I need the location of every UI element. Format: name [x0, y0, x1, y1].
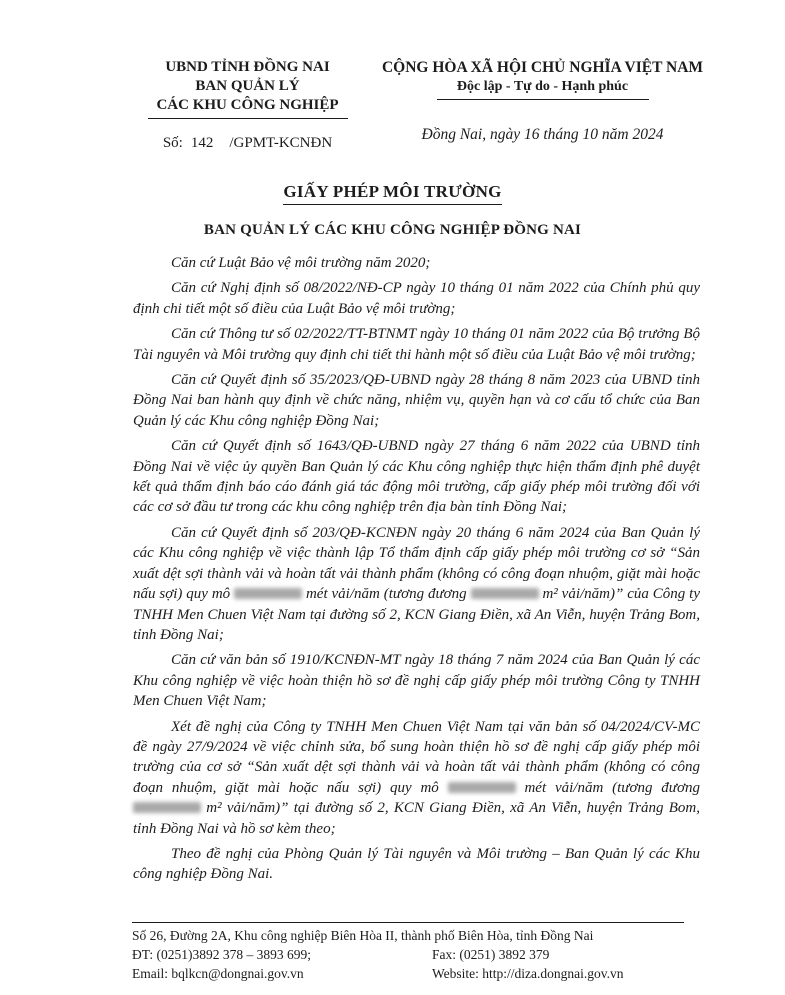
agency-underline	[148, 118, 348, 119]
body-paragraph: Xét đề nghị của Công ty TNHH Men Chuen Việt Nam tại văn bản số 04/2024/CV-MC đề ngày 27/9/2024 về việc chỉnh sửa, bổ sung hoàn thiện hồ sơ đề nghị cấp giấy phép môi trường của cơ sở “Sản xuất dệt sợi thành vải và hoàn tất vải thành phẩm (không có công đoạn nhuộm, giặt mài hoặc nấu sợi) quy mô mét vải/năm (tương đương m² vải/năm)” tại đường số 2, KCN Giang Điền, xã An Viễn, huyện Trảng Bom, tỉnh Đồng Nai và hồ sơ kèm theo;	[133, 718, 700, 837]
footer-divider	[132, 922, 684, 923]
body-paragraph: Căn cứ Quyết định số 1643/QĐ-UBND ngày 27 tháng 6 năm 2022 của UBND tỉnh Đồng Nai về việc ủy quyền Ban Quản lý các Khu công nghiệp thực hiện thẩm định phê duyệt kết quả thẩm định báo cáo đánh giá tác động môi trường, cấp giấy phép môi trường đối với các cơ sở đầu tư trong các khu công nghiệp trên địa bàn tỉnh Đồng Nai;	[133, 438, 700, 516]
body-paragraph: Căn cứ Thông tư số 02/2022/TT-BTNMT ngày 10 tháng 01 năm 2022 của Bộ trưởng Bộ Tài nguyên và Môi trường quy định chi tiết thi hành một số điều của Luật Bảo vệ môi trường;	[133, 326, 700, 363]
agency-name-line2: CÁC KHU CÔNG NGHIỆP	[156, 97, 339, 113]
place-and-date: Đồng Nai, ngày 16 tháng 10 năm 2024	[421, 126, 664, 143]
body-paragraph: Căn cứ Quyết định số 203/QĐ-KCNĐN ngày 20 tháng 6 năm 2024 của Ban Quản lý các Khu công nghiệp về việc thành lập Tổ thẩm định cấp giấy phép môi trường cơ sở “Sản xuất dệt sợi thành vải và hoàn tất vải thành phẩm (không có công đoạn nhuộm, giặt mài hoặc nấu sợi) quy mô mét vải/năm (tương đương m² vải/năm)” của Công ty TNHH Men Chuen Việt Nam tại đường số 2, KCN Giang Điền, xã An Viễn, huyện Trảng Bom, tỉnh Đồng Nai;	[133, 524, 701, 643]
document-number	[125, 135, 370, 152]
body-paragraph: Căn cứ Nghị định số 08/2022/NĐ-CP ngày 10 tháng 01 năm 2022 của Chính phủ quy định chi tiết một số điều của Luật Bảo vệ môi trường;	[133, 280, 700, 317]
national-header-block	[370, 58, 715, 144]
body-paragraph: Căn cứ Quyết định số 35/2023/QĐ-UBND ngày 28 tháng 8 năm 2023 của UBND tỉnh Đồng Nai ban hành quy định về chức năng, nhiệm vụ, quyền hạn và cơ cấu tổ chức của Ban Quản lý các Khu công nghiệp Đồng Nai;	[133, 372, 700, 429]
document-header	[0, 0, 785, 152]
body-paragraph: Căn cứ Luật Bảo vệ môi trường năm 2020;	[171, 255, 431, 271]
document-subtitle: BAN QUẢN LÝ CÁC KHU CÔNG NGHIỆP ĐỒNG NAI	[203, 222, 582, 238]
footer-phone: ĐT: (0251)3892 378 – 3893 699;	[132, 947, 311, 962]
document-body	[0, 239, 785, 885]
body-paragraph: Theo đề nghị của Phòng Quản lý Tài nguyên và Môi trường – Ban Quản lý các Khu công nghiệp Đồng Nai.	[133, 845, 700, 883]
document-number-suffix: /GPMT-KCNĐN	[229, 135, 333, 151]
footer-email: Email: bqlkcn@dongnai.gov.vn	[132, 966, 304, 981]
redacted-number	[133, 802, 201, 813]
redacted-number	[471, 588, 539, 599]
national-title: CỘNG HÒA XÃ HỘI CHỦ NGHĨA VIỆT NAM	[381, 59, 704, 76]
motto-underline	[437, 99, 649, 100]
redacted-number	[448, 782, 516, 793]
document-number-value: 142	[190, 135, 214, 151]
title-block	[0, 182, 785, 239]
body-paragraph: Căn cứ văn bản số 1910/KCNĐN-MT ngày 18 tháng 7 năm 2024 của Ban Quản lý các Khu công nghiệp về việc hoàn thiện hồ sơ đề nghị cấp giấy phép môi trường Công ty TNHH Men Chuen Việt Nam;	[133, 652, 700, 710]
agency-name-line1: BAN QUẢN LÝ	[195, 78, 300, 94]
issuing-agency-block	[125, 58, 370, 152]
footer-address: Số 26, Đường 2A, Khu công nghiệp Biên Hòa II, thành phố Biên Hòa, tỉnh Đồng Nai	[132, 928, 594, 943]
document-footer	[132, 922, 700, 983]
document-number-label: Số:	[162, 135, 183, 151]
footer-website: Website: http://diza.dongnai.gov.vn	[432, 966, 624, 981]
redacted-number	[234, 588, 302, 599]
document-title: GIẤY PHÉP MÔI TRƯỜNG	[283, 182, 501, 205]
footer-fax: Fax: (0251) 3892 379	[432, 947, 550, 962]
national-motto: Độc lập - Tự do - Hạnh phúc	[456, 79, 629, 94]
agency-parent-name: UBND TỈNH ĐỒNG NAI	[165, 59, 330, 75]
